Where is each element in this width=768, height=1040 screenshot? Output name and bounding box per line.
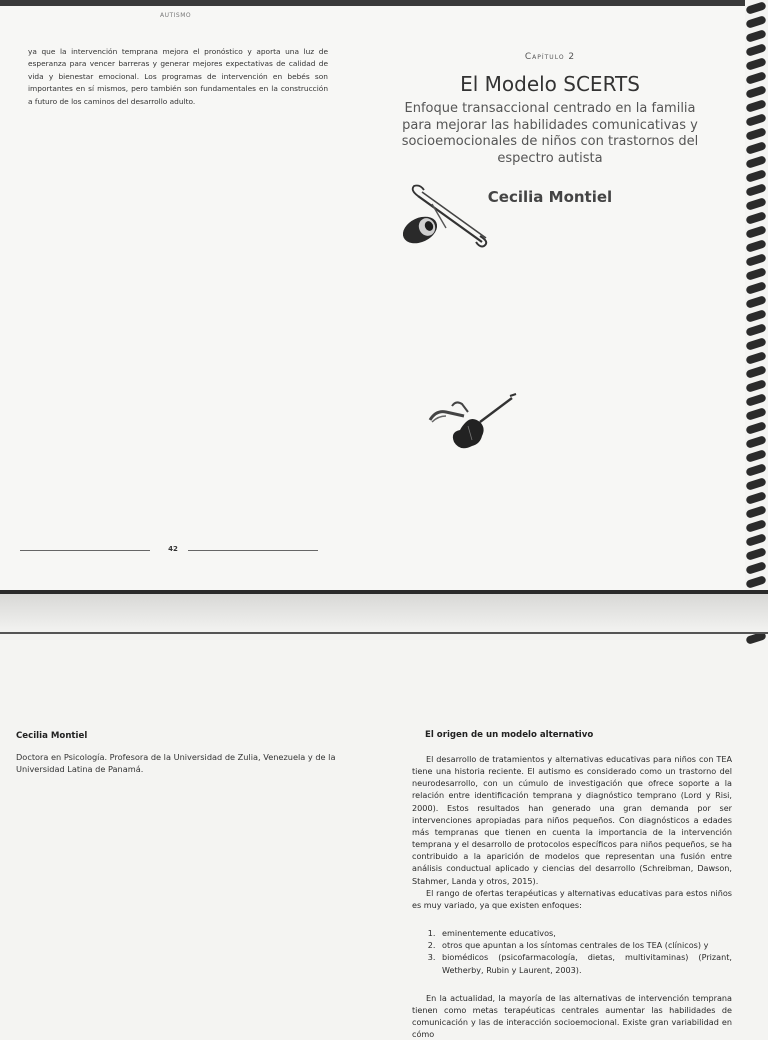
- chapter-subtitle: Enfoque transaccional centrado en la familia para mejorar las habilidades comunicativas y socioemocionales de niños con trastornos del espectro autista: [401, 101, 699, 166]
- folio-rule-right: [188, 550, 318, 551]
- spiral-coil: [745, 57, 766, 71]
- spiral-coil: [745, 519, 766, 533]
- body-paragraph-3: En la actualidad, la mayoría de las alternativas de intervención temprana tienen como metas terapéuticas centrales aumentar las habilidades de comunicación y las de interacción socioemocional. Existe gran variabilidad en cómo: [412, 992, 732, 1040]
- list-item: 2. otros que apuntan a los síntomas centrales de los TEA (clínicos) y: [438, 939, 732, 951]
- spiral-coil: [745, 337, 766, 351]
- spiral-coil: [745, 435, 766, 449]
- list-item: 1. eminentemente educativos,: [438, 927, 732, 939]
- body-paragraph-2: El rango de ofertas terapéuticas y alternativas educativas para estos niños es muy variado, ya que existen enfoques:: [412, 887, 732, 910]
- spiral-coil: [745, 155, 766, 169]
- bio-text: Doctora en Psicología. Profesora de la Universidad de Zulia, Venezuela y de la Universidad Latina de Panamá.: [16, 752, 336, 774]
- spiral-coil: [745, 281, 766, 295]
- page-number: 42: [168, 545, 178, 553]
- spiral-coil: [745, 85, 766, 99]
- chapter-author: Cecilia Montiel: [487, 188, 613, 206]
- bio-author-name: Cecilia Montiel: [16, 731, 88, 741]
- chapter-title: El Modelo SCERTS: [460, 72, 640, 96]
- spiral-coil: [745, 225, 766, 239]
- spiral-coil: [745, 43, 766, 57]
- violin-icon: [424, 392, 518, 454]
- spiral-binding-icon: [744, 0, 768, 640]
- spiral-coil: [745, 239, 766, 253]
- running-head: AUTISMO: [160, 12, 192, 19]
- spiral-coil: [745, 267, 766, 281]
- spiral-coil: [745, 71, 766, 85]
- spiral-coil: [745, 1, 766, 15]
- spiral-coil: [745, 295, 766, 309]
- spiral-coil: [745, 547, 766, 561]
- bottom-page-edge: [0, 632, 768, 634]
- spiral-coil: [745, 449, 766, 463]
- spiral-coil: [745, 351, 766, 365]
- spiral-coil: [745, 421, 766, 435]
- trombone-icon: [396, 184, 492, 252]
- spiral-coil: [745, 323, 766, 337]
- spiral-coil: [745, 169, 766, 183]
- spiral-coil: [745, 505, 766, 519]
- list-item: 3. biomédicos (psicofarmacología, dietas, multivitaminas) (Prizant, Wetherby, Rubin y Laurent, 2003).: [438, 951, 732, 975]
- page-fold-shadow: [0, 594, 768, 634]
- spiral-coil: [745, 253, 766, 267]
- spiral-coil: [745, 99, 766, 113]
- spiral-coil: [745, 379, 766, 393]
- spiral-coil: [745, 141, 766, 155]
- spiral-coil: [745, 309, 766, 323]
- spiral-coil: [745, 477, 766, 491]
- intro-paragraph: ya que la intervención temprana mejora el pronóstico y aporta una luz de esperanza para vencer barreras y generar mejores expectativas de calidad de vida y bienestar emocional. Los programas de intervención en bebés son importantes en sí mismos, pero también son fundamentales en la construcción a futuro de los caminos del desarrollo adulto.: [28, 47, 328, 106]
- spiral-coil: [745, 183, 766, 197]
- spiral-coil: [745, 15, 766, 29]
- chapter-label: Capítulo 2: [524, 52, 576, 62]
- spiral-coil: [745, 365, 766, 379]
- section-body: [412, 753, 732, 1040]
- spiral-coil: [745, 575, 766, 589]
- spiral-coil: [745, 407, 766, 421]
- spiral-coil: [745, 393, 766, 407]
- spiral-coil: [745, 533, 766, 547]
- spiral-coil: [745, 491, 766, 505]
- spiral-coil: [745, 29, 766, 43]
- spiral-coil: [745, 561, 766, 575]
- spiral-coil: [745, 127, 766, 141]
- page-top-edge: [0, 0, 745, 6]
- approaches-list: [412, 927, 732, 976]
- section-heading: El origen de un modelo alternativo: [425, 730, 594, 740]
- body-paragraph-1: El desarrollo de tratamientos y alternativas educativas para niños con TEA tiene una historia reciente. El autismo es considerado como un trastorno del neurodesarrollo, con un cúmulo de investigación que ofrece soporte a la relación entre identificación temprana y diagnóstico temprano (Lord y Risi, 2000). Estos resultados han generado una gran demanda por ser intervenciones apropiadas para niños pequeños. Con diagnósticos a edades más tempranas que tienen en cuenta la importancia de la intervención temprana y el desarrollo de protocolos específicos para niños pequeños, se ha contribuido a la aparición de modelos que representan una fusión entre análisis conductual aplicado y ciencias del desarrollo (Schreibman, Dawson, Stahmer, Landa y otros, 2015).: [412, 754, 732, 886]
- spiral-coil: [745, 113, 766, 127]
- spiral-coil: [745, 197, 766, 211]
- spiral-coil: [745, 211, 766, 225]
- spiral-coil: [745, 463, 766, 477]
- folio-rule-left: [20, 550, 150, 551]
